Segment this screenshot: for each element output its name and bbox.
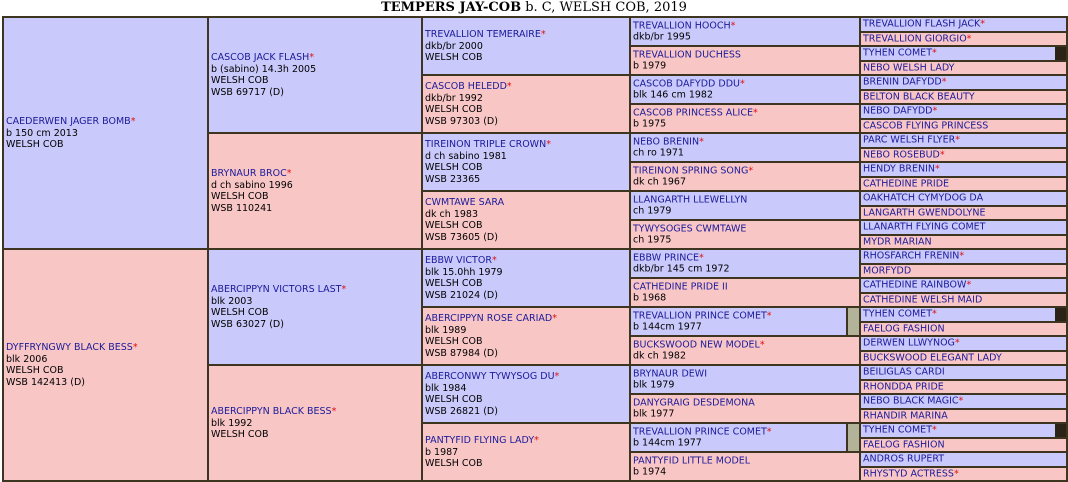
ancestor-info: [6, 116, 205, 151]
ancestor-name-link[interactable]: MORFYDD: [863, 265, 911, 276]
ancestor-name-link[interactable]: DERWEN LLWYNOG: [863, 338, 955, 349]
ancestor-detail: blk 1977: [633, 409, 857, 421]
ancestor-name-link[interactable]: RHOSFARCH FRENIN: [863, 251, 959, 262]
ancestor-info: [863, 193, 1064, 205]
ancestor-detail: dkb/br 1992: [425, 93, 627, 105]
ancestor-info: [425, 313, 627, 359]
ancestor-detail: WELSH COB: [425, 394, 627, 406]
ancestor-info: [863, 367, 1064, 379]
gen4-ancestor-cell: [629, 277, 861, 308]
ancestor-info: [633, 368, 857, 391]
ancestor-name-link[interactable]: TREVALLION PRINCE COMET: [633, 426, 767, 437]
offspring-star-icon[interactable]: *: [753, 107, 758, 118]
ancestor-info: [863, 164, 1064, 176]
ancestor-detail: WSB 26821 (D): [425, 406, 627, 418]
ancestor-info: [6, 342, 205, 388]
gen3-ancestor-cell: [421, 132, 631, 192]
ancestor-name-link[interactable]: CASCOB DAFYDD DDU: [633, 78, 740, 89]
ancestor-detail: WSB 23365: [425, 174, 627, 186]
ancestor-detail: d ch sabino 1981: [425, 151, 627, 163]
offspring-star-icon[interactable]: *: [341, 284, 346, 295]
ancestor-info: [863, 294, 1064, 306]
ancestor-name-link[interactable]: CATHEDINE PRIDE: [863, 178, 949, 189]
offspring-star-icon[interactable]: *: [507, 81, 512, 92]
offspring-star-icon[interactable]: *: [767, 426, 772, 437]
offspring-star-icon[interactable]: *: [955, 135, 960, 146]
ancestor-detail: WELSH COB: [211, 307, 419, 319]
ancestor-info: [211, 168, 419, 214]
ancestor-info: [863, 425, 1064, 437]
ancestor-info: [633, 426, 857, 449]
gen2-ancestor-cell: [207, 16, 423, 134]
ancestor-name-link[interactable]: NEBO DAFYDD: [863, 106, 933, 117]
ancestor-detail: WELSH COB: [211, 75, 419, 87]
ancestor-info: [633, 223, 857, 246]
ancestor-detail: WELSH COB: [6, 365, 205, 377]
gen4-ancestor-cell: [629, 422, 861, 453]
ancestor-detail: ch 1979: [633, 206, 857, 218]
ancestor-info: [425, 255, 627, 301]
offspring-star-icon[interactable]: *: [932, 425, 937, 436]
ancestor-name-link[interactable]: ABERCIPPYN ROSE CARIAD: [425, 313, 552, 324]
ancestor-info: [863, 106, 1064, 118]
offspring-star-icon[interactable]: *: [287, 168, 292, 179]
ancestor-name-link[interactable]: BRENIN DAFYDD: [863, 77, 942, 88]
ancestor-detail: WELSH COB: [425, 458, 627, 470]
ancestor-detail: ch 1975: [633, 235, 857, 247]
ancestor-info: [863, 19, 1064, 31]
gen3-ancestor-cell: [421, 16, 631, 76]
ancestor-detail: WELSH COB: [6, 139, 205, 151]
gen4-ancestor-cell: [629, 364, 861, 395]
ancestor-info: [863, 33, 1064, 45]
offspring-star-icon[interactable]: *: [552, 313, 557, 324]
ancestor-info: [633, 136, 857, 159]
ancestor-name-link[interactable]: MYDR MARIAN: [863, 236, 932, 247]
ancestor-info: [863, 236, 1064, 248]
ancestor-name-link[interactable]: FAELOG FASHION: [863, 439, 945, 450]
gen4-ancestor-cell: [629, 45, 861, 76]
ancestor-info: [633, 78, 857, 101]
ancestor-info: [633, 20, 857, 43]
ancestor-info: [633, 49, 857, 72]
offspring-star-icon[interactable]: *: [492, 255, 497, 266]
ancestor-info: [425, 371, 627, 417]
offspring-star-icon[interactable]: *: [332, 406, 337, 417]
color-swatch: [1055, 424, 1066, 437]
horse-name: TEMPERS JAY-COB: [381, 0, 521, 15]
ancestor-name-link[interactable]: ABERCONWY TYWYSOG DU: [425, 371, 555, 382]
ancestor-name-link[interactable]: CASCOB FLYING PRINCESS: [863, 120, 988, 131]
ancestor-detail: b 144cm 1977: [633, 438, 857, 450]
ancestor-name-link[interactable]: PARC WELSH FLYER: [863, 135, 955, 146]
ancestor-info: [863, 309, 1064, 321]
gen4-ancestor-cell: [629, 219, 861, 250]
offspring-star-icon[interactable]: *: [954, 468, 959, 479]
ancestor-detail: WSB 69717 (D): [211, 87, 419, 99]
offspring-star-icon[interactable]: *: [133, 342, 138, 353]
ancestor-name-link[interactable]: EBBW VICTOR: [425, 255, 492, 266]
ancestor-info: [633, 165, 857, 188]
ancestor-info: [863, 396, 1064, 408]
ancestor-detail: blk 1989: [425, 325, 627, 337]
ancestor-detail: dkb/br 2000: [425, 40, 627, 52]
ancestor-name-link[interactable]: TREVALLION PRINCE COMET: [633, 310, 767, 321]
ancestor-info: [425, 29, 627, 64]
ancestor-name-link[interactable]: CASCOB PRINCESS ALICE: [633, 107, 753, 118]
ancestor-name-link[interactable]: BUCKSWOOD NEW MODEL: [633, 339, 760, 350]
gen3-ancestor-cell: [421, 74, 631, 134]
offspring-star-icon[interactable]: *: [748, 165, 753, 176]
ancestor-name-link[interactable]: TIREINON TRIPLE CROWN: [425, 139, 546, 150]
ancestor-name-link[interactable]: NEBO ROSEBUD: [863, 149, 940, 160]
ancestor-name-link[interactable]: BRYNAUR DEWI: [633, 368, 707, 379]
offspring-star-icon[interactable]: *: [940, 149, 945, 160]
offspring-star-icon[interactable]: *: [942, 77, 947, 88]
offspring-star-icon[interactable]: *: [932, 309, 937, 320]
gen4-ancestor-cell: [629, 74, 861, 105]
ancestor-detail: blk 1984: [425, 383, 627, 395]
ancestor-detail: b (sabino) 14.3h 2005: [211, 64, 419, 76]
ancestor-detail: WELSH COB: [425, 52, 627, 64]
ancestor-name-link[interactable]: FAELOG FASHION: [863, 323, 945, 334]
ancestor-detail: WELSH COB: [211, 191, 419, 203]
ancestor-name-link[interactable]: TREVALLION GIORGIO: [863, 33, 967, 44]
ancestor-detail: dkb/br 145 cm 1972: [633, 264, 857, 276]
ancestor-detail: blk 1979: [633, 380, 857, 392]
ancestor-detail: dk ch 1982: [633, 351, 857, 363]
color-swatch: [1055, 308, 1066, 321]
offspring-star-icon[interactable]: *: [309, 52, 314, 63]
gen3-ancestor-cell: [421, 422, 631, 482]
ancestor-name-link[interactable]: BRYNAUR BROC: [211, 168, 287, 179]
gen4-ancestor-cell: [629, 335, 861, 366]
ancestor-detail: blk 146 cm 1982: [633, 90, 857, 102]
ancestor-detail: WELSH COB: [425, 336, 627, 348]
ancestor-info: [863, 352, 1064, 364]
ancestor-name-link[interactable]: BELTON BLACK BEAUTY: [863, 91, 975, 102]
ancestor-info: [863, 410, 1064, 422]
gen3-ancestor-cell: [421, 306, 631, 366]
gen4-ancestor-cell: [629, 393, 861, 424]
offspring-star-icon[interactable]: *: [767, 310, 772, 321]
ancestor-detail: blk 2003: [211, 296, 419, 308]
ancestor-info: [863, 468, 1064, 480]
offspring-star-icon[interactable]: *: [699, 252, 704, 263]
ancestor-name-link[interactable]: RHONDDA PRIDE: [863, 381, 944, 392]
ancestor-detail: WSB 21024 (D): [425, 290, 627, 302]
ancestor-detail: WSB 97303 (D): [425, 116, 627, 128]
ancestor-name-link[interactable]: OAKHATCH CYMYDOG DA: [863, 193, 983, 204]
gen4-ancestor-cell: [629, 161, 861, 192]
ancestor-name-link[interactable]: NEBO BRENIN: [633, 136, 699, 147]
ancestor-info: [863, 454, 1064, 466]
offspring-star-icon[interactable]: *: [699, 136, 704, 147]
gen2-ancestor-cell: [207, 132, 423, 250]
offspring-star-icon[interactable]: *: [932, 48, 937, 59]
ancestor-detail: ch ro 1971: [633, 148, 857, 160]
ancestor-detail: WELSH COB: [425, 278, 627, 290]
ancestor-name-link[interactable]: NEBO BLACK MAGIC: [863, 396, 959, 407]
ancestor-info: [633, 339, 857, 362]
ancestor-name-link[interactable]: CASCOB HELEDD: [425, 81, 507, 92]
ancestor-detail: WELSH COB: [425, 162, 627, 174]
ancestor-info: [633, 107, 857, 130]
ancestor-info: [633, 281, 857, 304]
ancestor-detail: dk ch 1983: [425, 209, 627, 221]
ancestor-name-link[interactable]: TYWYSOGES CWMTAWE: [633, 223, 746, 234]
ancestor-name-link[interactable]: TYHEN COMET: [863, 48, 932, 59]
offspring-star-icon[interactable]: *: [955, 338, 960, 349]
gen3-ancestor-cell: [421, 364, 631, 424]
ancestor-info: [863, 120, 1064, 132]
ancestor-name-link[interactable]: PANTYFID FLYING LADY: [425, 435, 534, 446]
ancestor-info: [425, 435, 627, 470]
ancestor-name-link[interactable]: CATHEDINE RAINBOW: [863, 280, 966, 291]
ancestor-info: [425, 81, 627, 127]
ancestor-info: [863, 91, 1064, 103]
offspring-star-icon[interactable]: *: [959, 251, 964, 262]
ancestor-name-link[interactable]: TYHEN COMET: [863, 425, 932, 436]
offspring-star-icon[interactable]: *: [760, 339, 765, 350]
ancestor-detail: WSB 87984 (D): [425, 348, 627, 360]
ancestor-info: [425, 197, 627, 243]
ancestor-detail: dkb/br 1995: [633, 32, 857, 44]
offspring-star-icon[interactable]: *: [933, 106, 938, 117]
ancestor-detail: d ch sabino 1996: [211, 180, 419, 192]
ancestor-info: [863, 77, 1064, 89]
ancestor-name-link[interactable]: BUCKSWOOD ELEGANT LADY: [863, 352, 1002, 363]
ancestor-name-link[interactable]: EBBW PRINCE: [633, 252, 699, 263]
ancestor-info: [633, 194, 857, 217]
ancestor-name-link[interactable]: CASCOB JACK FLASH: [211, 52, 309, 63]
ancestor-name-link[interactable]: TREVALLION TEMERAIRE: [425, 29, 541, 40]
ancestor-detail: dk ch 1967: [633, 177, 857, 189]
gen4-ancestor-cell: [629, 248, 861, 279]
ancestor-name-link[interactable]: LLANARTH FLYING COMET: [863, 222, 985, 233]
ancestor-info: [863, 251, 1064, 263]
ancestor-detail: WELSH COB: [425, 220, 627, 232]
offspring-star-icon[interactable]: *: [935, 164, 940, 175]
ancestor-name-link[interactable]: ANDROS RUPERT: [863, 454, 944, 465]
ancestor-info: [863, 338, 1064, 350]
ancestor-name-link[interactable]: TREVALLION HOOCH: [633, 20, 731, 31]
ancestor-info: [633, 397, 857, 420]
ancestor-info: [633, 310, 857, 333]
gen5-ancestor-cell: [859, 466, 1068, 482]
ancestor-name-link[interactable]: RHYSTYD ACTRESS: [863, 468, 954, 479]
ancestor-name-link[interactable]: PANTYFID LITTLE MODEL: [633, 455, 750, 466]
offspring-star-icon[interactable]: *: [980, 19, 985, 30]
ancestor-info: [633, 252, 857, 275]
ancestor-detail: b 1987: [425, 446, 627, 458]
ancestor-detail: b 1968: [633, 293, 857, 305]
ancestor-detail: b 144cm 1977: [633, 322, 857, 334]
ancestor-info: [863, 222, 1064, 234]
ancestor-info: [863, 48, 1064, 60]
ancestor-name-link[interactable]: CATHEDINE WELSH MAID: [863, 294, 982, 305]
offspring-star-icon[interactable]: *: [967, 33, 972, 44]
gen4-ancestor-cell: [629, 103, 861, 134]
ancestor-info: [863, 135, 1064, 147]
color-swatch: [1055, 47, 1066, 60]
ancestor-info: [863, 439, 1064, 451]
offspring-star-icon[interactable]: *: [541, 29, 546, 40]
gen2-ancestor-cell: [207, 364, 423, 482]
gen3-ancestor-cell: [421, 190, 631, 250]
ancestor-name-link[interactable]: ABERCIPPYN BLACK BESS: [211, 406, 332, 417]
ancestor-name-link[interactable]: CWMTAWE SARA: [425, 197, 504, 208]
pedigree-title: [0, 0, 1068, 16]
offspring-star-icon[interactable]: *: [740, 78, 745, 89]
ancestor-detail: WSB 110241: [211, 203, 419, 215]
color-swatch: [846, 424, 859, 451]
ancestor-name-link[interactable]: DYFFRYNGWY BLACK BESS: [6, 342, 133, 353]
ancestor-detail: b 150 cm 2013: [6, 127, 205, 139]
ancestor-detail: WSB 63027 (D): [211, 319, 419, 331]
gen4-ancestor-cell: [629, 16, 861, 47]
ancestor-detail: WSB 142413 (D): [6, 377, 205, 389]
pedigree-grid: [2, 16, 1068, 480]
offspring-star-icon[interactable]: *: [966, 280, 971, 291]
ancestor-name-link[interactable]: HENDY BRENIN: [863, 164, 935, 175]
ancestor-info: [425, 139, 627, 185]
ancestor-name-link[interactable]: DANYGRAIG DESDEMONA: [633, 397, 755, 408]
ancestor-name-link[interactable]: TYHEN COMET: [863, 309, 932, 320]
ancestor-name-link[interactable]: CATHEDINE PRIDE II: [633, 281, 728, 292]
ancestor-info: [863, 62, 1064, 74]
ancestor-info: [211, 52, 419, 98]
ancestor-info: [211, 284, 419, 330]
gen1-ancestor-cell: [2, 16, 209, 250]
ancestor-info: [863, 381, 1064, 393]
horse-description: b. C, WELSH COB, 2019: [521, 0, 687, 15]
ancestor-detail: b 1975: [633, 119, 857, 131]
ancestor-name-link[interactable]: TIREINON SPRING SONG: [633, 165, 748, 176]
ancestor-detail: WSB 73605 (D): [425, 232, 627, 244]
gen1-ancestor-cell: [2, 248, 209, 482]
ancestor-detail: WELSH COB: [425, 104, 627, 116]
gen4-ancestor-cell: [629, 132, 861, 163]
gen4-ancestor-cell: [629, 306, 861, 337]
ancestor-name-link[interactable]: LLANGARTH LLEWELLYN: [633, 194, 747, 205]
ancestor-info: [863, 280, 1064, 292]
ancestor-info: [863, 178, 1064, 190]
ancestor-info: [863, 207, 1064, 219]
offspring-star-icon[interactable]: *: [959, 396, 964, 407]
ancestor-detail: blk 1992: [211, 417, 419, 429]
ancestor-detail: blk 2006: [6, 354, 205, 366]
ancestor-detail: WELSH COB: [211, 429, 419, 441]
color-swatch: [846, 308, 859, 335]
ancestor-name-link[interactable]: LANGARTH GWENDOLYNE: [863, 207, 985, 218]
ancestor-name-link[interactable]: CAEDERWEN JAGER BOMB: [6, 116, 131, 127]
gen3-ancestor-cell: [421, 248, 631, 308]
offspring-star-icon[interactable]: *: [546, 139, 551, 150]
ancestor-name-link[interactable]: ABERCIPPYN VICTORS LAST: [211, 284, 341, 295]
offspring-star-icon[interactable]: *: [555, 371, 560, 382]
ancestor-info: [863, 265, 1064, 277]
ancestor-detail: b 1974: [633, 467, 857, 479]
ancestor-info: [211, 406, 419, 441]
ancestor-info: [633, 455, 857, 478]
offspring-star-icon[interactable]: *: [131, 116, 136, 127]
ancestor-name-link[interactable]: RHANDIR MARINA: [863, 410, 948, 421]
ancestor-name-link[interactable]: TREVALLION DUCHESS: [633, 49, 741, 60]
ancestor-name-link[interactable]: NEBO WELSH LADY: [863, 62, 954, 73]
offspring-star-icon[interactable]: *: [731, 20, 736, 31]
gen4-ancestor-cell: [629, 190, 861, 221]
gen4-ancestor-cell: [629, 451, 861, 482]
ancestor-name-link[interactable]: TREVALLION FLASH JACK: [863, 19, 980, 30]
offspring-star-icon[interactable]: *: [534, 435, 539, 446]
ancestor-info: [863, 149, 1064, 161]
ancestor-detail: b 1979: [633, 61, 857, 73]
ancestor-name-link[interactable]: BEILIGLAS CARDI: [863, 367, 945, 378]
ancestor-detail: blk 15.0hh 1979: [425, 267, 627, 279]
ancestor-info: [863, 323, 1064, 335]
gen2-ancestor-cell: [207, 248, 423, 366]
